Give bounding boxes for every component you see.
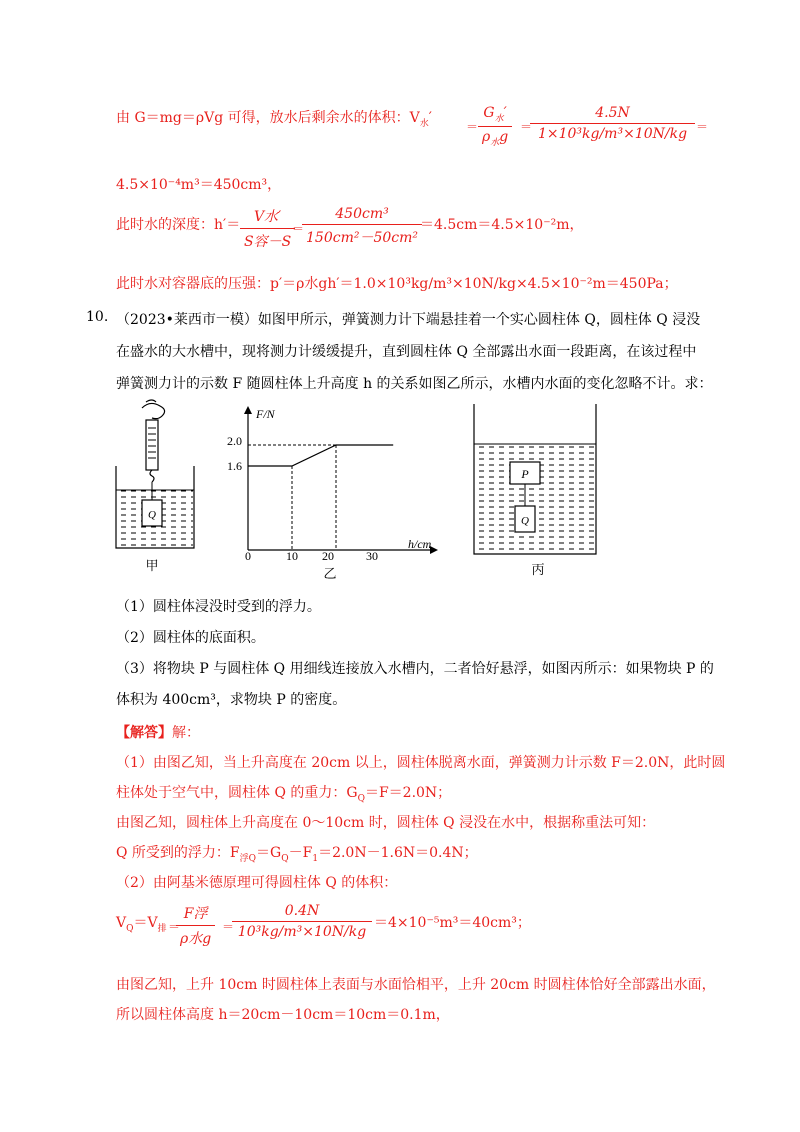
- depth-line-prefix: 此时水的深度：h′＝: [116, 217, 241, 233]
- subquestion-3: （3）将物块 P 与圆柱体 Q 用细线连接放入水槽内，二者恰好悬浮，如图丙所示：如果物块 P 的: [116, 661, 714, 677]
- figure-jia-label: 甲: [145, 559, 159, 573]
- equals-sign: ＝: [222, 920, 235, 934]
- figure-bing-label: 丙: [531, 563, 545, 578]
- fraction-4-5n-over-density: $\frac{4.5N}{\text{1×10³kg/m³×10N/kg}}$: [530, 105, 695, 142]
- solution-line: （1）由图乙知，当上升高度在 20cm 以上，圆柱体脱离水面，弹簧测力计示数 F＝2.0N，此时圆: [116, 755, 726, 771]
- q-label: Q: [521, 515, 529, 527]
- volume-line-prefix: 由 G＝mg＝ρVg 可得，放水后剩余水的体积：$V_水'$: [116, 110, 432, 129]
- x-tick-label: 10: [286, 549, 298, 563]
- fraction-v-over-s: V水′ S容－S: [240, 206, 295, 251]
- volume-q-prefix: $V_Q=V_排$: [116, 915, 167, 934]
- subquestion-3-cont: 体积为 400cm³，求物块 P 的密度。: [116, 692, 347, 708]
- equals-sign: ＝: [466, 120, 479, 134]
- solution-line: Q 所受到的浮力：$F_{浮Q}=G_Q-F_1=2.0N-1.6N=0.4N$；: [116, 845, 478, 864]
- solution-line: 所以圆柱体高度 h＝20cm－10cm＝10cm＝0.1m，: [116, 1007, 450, 1023]
- volume-q-result: ＝4×10⁻⁵m³＝40cm³；: [374, 915, 531, 931]
- figure-yi-chart: [220, 402, 440, 582]
- solution-line: 柱体处于空气中，圆柱体 Q 的重力：$G_Q=F=2.0N$；: [116, 785, 452, 804]
- x-tick-label: 30: [366, 549, 378, 563]
- question-text-line: （2023•莱西市一模）如图甲所示，弹簧测力计下端悬挂着一个实心圆柱体 Q，圆柱体 Q 浸没: [116, 312, 701, 328]
- y-tick-label: 2.0: [227, 434, 242, 448]
- p-label: P: [521, 467, 529, 481]
- figure-bing: [468, 402, 608, 580]
- solution-line: 由图乙知，上升 10cm 时圆柱体上表面与水面恰相平，上升 20cm 时圆柱体恰好全部露出水面，: [116, 977, 716, 993]
- x-tick-label: 20: [322, 549, 334, 563]
- volume-result-line: 4.5×10⁻⁴m³＝450cm³，: [116, 177, 282, 193]
- hand-icon: [142, 400, 165, 419]
- subquestion-2: （2）圆柱体的底面积。: [116, 630, 265, 646]
- x-tick-label: 0: [245, 549, 251, 563]
- figure-yi-label: 乙: [323, 567, 337, 582]
- fraction-450-over-area: $\frac{\text{450cm³}}{\text{150cm²－50cm²}}$: [302, 206, 422, 247]
- equals-sign: ＝: [168, 920, 181, 934]
- pressure-line: 此时水对容器底的压强：p′＝ρ水gh′＝1.0×10³kg/m³×10N/kg×4.5×10⁻²m＝450Pa；: [116, 276, 678, 292]
- fraction-0-4n-over-density: $\frac{0.4N}{\text{10³kg/m³×10N/kg}}$: [232, 903, 372, 940]
- fraction-f-over-rho-g: F浮 ρ水g: [176, 903, 215, 948]
- fraction-g-over-rho-g: $G_水'$ $\rho_水g$: [478, 105, 512, 148]
- solution-line: 由图乙知，圆柱体上升高度在 0～10cm 时，圆柱体 Q 浸没在水中，根据称重法可知：: [116, 815, 656, 831]
- solution-line: （2）由阿基米德原理可得圆柱体 Q 的体积：: [116, 875, 398, 891]
- x-axis-label: h/cm: [408, 537, 432, 551]
- y-tick-label: 1.6: [227, 459, 242, 473]
- subquestion-1: （1）圆柱体浸没时受到的浮力。: [116, 599, 321, 615]
- figure-jia: [110, 398, 200, 573]
- equals-sign: ＝: [292, 222, 305, 236]
- equals-sign: ＝: [520, 120, 533, 134]
- question-text-line: 在盛水的大水槽中，现将测力计缓缓提升，直到圆柱体 Q 全部露出水面一段距离，在该过程中: [116, 344, 697, 360]
- question-number: 10.: [86, 309, 109, 325]
- question-text-line: 弹簧测力计的示数 F 随圆柱体上升高度 h 的关系如图乙所示，水槽内水面的变化忽略不计。求：: [116, 376, 713, 392]
- q-label: Q: [148, 509, 156, 521]
- equals-sign: ＝: [696, 120, 709, 134]
- force-height-line: [248, 445, 393, 466]
- depth-result: ＝4.5cm＝4.5×10⁻²m，: [420, 217, 584, 233]
- y-axis-label: F/N: [256, 407, 275, 421]
- answer-tag: 【解答】解：: [116, 725, 200, 741]
